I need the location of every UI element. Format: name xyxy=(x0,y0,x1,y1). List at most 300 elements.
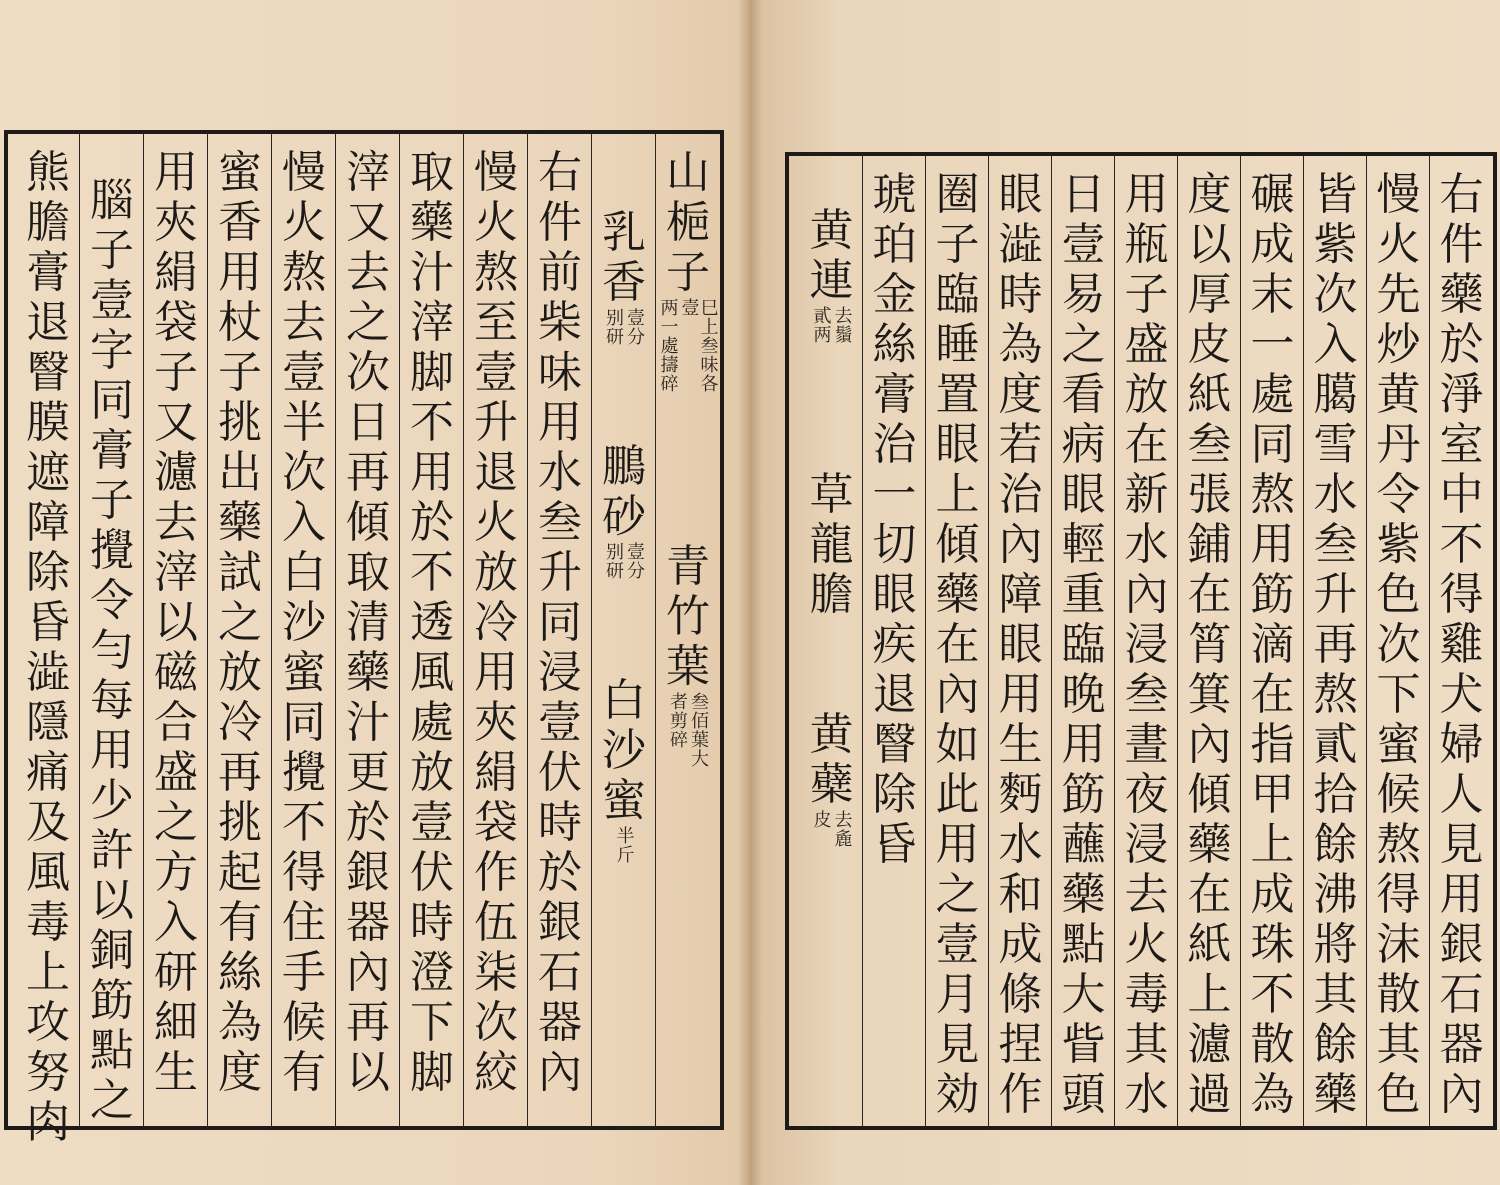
character: 得 xyxy=(1439,569,1484,620)
character: 時 xyxy=(410,897,454,948)
character: 升 xyxy=(1313,569,1358,620)
character: 入 xyxy=(282,497,326,548)
character: 放 xyxy=(218,647,262,698)
note-line: 别研 xyxy=(603,308,624,346)
column-rule xyxy=(271,134,272,1126)
character: 叁 xyxy=(1187,419,1232,470)
character: 合 xyxy=(154,697,198,748)
character: 傾 xyxy=(935,519,980,570)
character: 更 xyxy=(346,747,390,798)
character: 散 xyxy=(1250,1019,1295,1070)
character: 重 xyxy=(1061,569,1106,620)
character: 熬 xyxy=(1376,819,1421,870)
character: 竹 xyxy=(666,591,710,642)
character: 於 xyxy=(346,797,390,848)
character: 叁 xyxy=(1124,669,1169,720)
character: 琥 xyxy=(872,169,917,220)
character: 有 xyxy=(282,1047,326,1098)
character: 挑 xyxy=(218,797,262,848)
note-line: 去麁 xyxy=(831,810,853,848)
character: 銀 xyxy=(538,897,582,948)
character: 梔 xyxy=(666,197,710,248)
character: 風 xyxy=(26,847,70,898)
character: 用 xyxy=(410,447,454,498)
character: 眼 xyxy=(998,619,1043,670)
character: 壹 xyxy=(90,275,134,326)
book-gutter xyxy=(738,0,762,1185)
character: 皆 xyxy=(1313,169,1358,220)
column-rule xyxy=(207,134,208,1126)
column-rule xyxy=(463,134,464,1126)
character: 內 xyxy=(1439,1069,1484,1120)
character: 慢 xyxy=(1376,169,1421,220)
character: 障 xyxy=(998,569,1043,620)
character: 壹 xyxy=(410,797,454,848)
character: 盛 xyxy=(154,747,198,798)
character: 伏 xyxy=(410,847,454,898)
text-column xyxy=(1241,156,1304,1126)
character: 膏 xyxy=(872,369,917,420)
character: 其 xyxy=(1376,1019,1421,1070)
character: 再 xyxy=(218,747,262,798)
character: 水 xyxy=(1124,1069,1169,1120)
character: 器 xyxy=(346,897,390,948)
character: 火 xyxy=(474,197,518,248)
character: 入 xyxy=(1313,319,1358,370)
character: 攻 xyxy=(26,997,70,1048)
character: 少 xyxy=(90,775,134,826)
note-line: 叁佰葉大 xyxy=(688,692,709,768)
character: 炒 xyxy=(1376,319,1421,370)
character: 濾 xyxy=(154,447,198,498)
character: 鵬 xyxy=(602,441,646,492)
text-column xyxy=(1115,156,1178,1126)
note-line: 两一處擣碎 xyxy=(657,298,679,393)
character: 將 xyxy=(1313,919,1358,970)
character: 除 xyxy=(872,769,917,820)
character: 杖 xyxy=(218,297,262,348)
character: 珀 xyxy=(872,219,917,270)
character: 眼 xyxy=(872,569,917,620)
character: 壹 xyxy=(474,347,518,398)
character: 婦 xyxy=(1439,719,1484,770)
text-column xyxy=(144,134,208,1126)
character: 子 xyxy=(1124,269,1169,320)
character: 餘 xyxy=(1313,819,1358,870)
note-line: 壹分 xyxy=(624,542,645,580)
character: 次 xyxy=(1376,619,1421,670)
character: 半 xyxy=(282,397,326,448)
left-page-frame xyxy=(4,130,724,1148)
character: 火 xyxy=(1124,919,1169,970)
character: 度 xyxy=(998,369,1043,420)
character: 中 xyxy=(1439,469,1484,520)
character: 令 xyxy=(90,575,134,626)
character: 不 xyxy=(282,797,326,848)
character: 去 xyxy=(154,497,198,548)
column-rule xyxy=(1051,156,1052,1126)
character: 熬 xyxy=(282,247,326,298)
character: 內 xyxy=(1187,719,1232,770)
text-column xyxy=(656,134,720,1126)
character: 出 xyxy=(218,447,262,498)
note-line: 貳两 xyxy=(810,306,832,344)
character: 山 xyxy=(666,147,710,198)
character: 攪 xyxy=(90,525,134,576)
character: 候 xyxy=(1376,769,1421,820)
character: 盛 xyxy=(1124,319,1169,370)
character: 銅 xyxy=(90,925,134,976)
character: 水 xyxy=(538,447,582,498)
character: 室 xyxy=(1439,419,1484,470)
note-line: 去鬚 xyxy=(831,306,853,344)
character: 膏 xyxy=(26,247,70,298)
character: 蜜 xyxy=(282,647,326,698)
character: 眼 xyxy=(935,419,980,470)
character: 晝 xyxy=(1124,719,1169,770)
character: 以 xyxy=(154,597,198,648)
character: 筲 xyxy=(1187,619,1232,670)
character: 又 xyxy=(346,197,390,248)
character: 升 xyxy=(474,397,518,448)
character: 膜 xyxy=(26,397,70,448)
text-column xyxy=(16,134,80,1148)
column-rule xyxy=(1366,156,1367,1126)
character: 此 xyxy=(935,769,980,820)
character: 晚 xyxy=(1061,669,1106,720)
character: 白 xyxy=(282,547,326,598)
character: 一 xyxy=(1250,319,1295,370)
character: 汁 xyxy=(346,697,390,748)
character: 下 xyxy=(410,997,454,1048)
character: 病 xyxy=(1061,419,1106,470)
character: 蘗 xyxy=(809,759,854,810)
character: 夾 xyxy=(474,697,518,748)
character: 捏 xyxy=(998,1019,1043,1070)
character: 筯 xyxy=(1061,769,1106,820)
character: 袋 xyxy=(474,797,518,848)
character: 條 xyxy=(998,969,1043,1020)
interlinear-note xyxy=(615,826,634,930)
character: 箕 xyxy=(1187,669,1232,720)
character: 除 xyxy=(26,547,70,598)
character: 取 xyxy=(346,547,390,598)
character: 成 xyxy=(998,919,1043,970)
character: 之 xyxy=(218,597,262,648)
character: 其 xyxy=(1124,1019,1169,1070)
text-column xyxy=(863,156,926,1126)
character: 同 xyxy=(282,697,326,748)
character: 退 xyxy=(872,669,917,720)
character: 用 xyxy=(1439,869,1484,920)
character: 在 xyxy=(1187,869,1232,920)
character: 在 xyxy=(1250,669,1295,720)
character: 頭 xyxy=(1061,1069,1106,1120)
character: 不 xyxy=(410,547,454,598)
character: 鋪 xyxy=(1187,519,1232,570)
character: 珠 xyxy=(1250,919,1295,970)
character: 勻 xyxy=(90,625,134,676)
character: 伍 xyxy=(474,897,518,948)
character: 用 xyxy=(1250,519,1295,570)
character: 藥 xyxy=(410,197,454,248)
character: 治 xyxy=(998,469,1043,520)
character: 毒 xyxy=(26,897,70,948)
character: 候 xyxy=(282,997,326,1048)
text-column xyxy=(528,134,592,1126)
column-rule xyxy=(79,134,80,1126)
character: 放 xyxy=(410,747,454,798)
character: 內 xyxy=(346,947,390,998)
character: 用 xyxy=(998,669,1043,720)
character: 在 xyxy=(935,619,980,670)
character: 叁 xyxy=(1313,519,1358,570)
character: 時 xyxy=(998,269,1043,320)
character: 至 xyxy=(474,297,518,348)
character: 再 xyxy=(1313,619,1358,670)
character: 同 xyxy=(538,597,582,648)
character: 攪 xyxy=(282,747,326,798)
character: 澄 xyxy=(410,947,454,998)
character: 以 xyxy=(346,1047,390,1098)
character: 蘸 xyxy=(1061,819,1106,870)
character: 効 xyxy=(935,1069,980,1120)
character: 又 xyxy=(154,397,198,448)
character: 用 xyxy=(474,647,518,698)
character: 指 xyxy=(1250,719,1295,770)
text-column xyxy=(592,134,656,1126)
character: 子 xyxy=(90,475,134,526)
character: 之 xyxy=(154,797,198,848)
character: 生 xyxy=(998,719,1043,770)
text-column xyxy=(272,134,336,1126)
character: 丹 xyxy=(1376,419,1421,470)
character: 藥 xyxy=(935,569,980,620)
character: 風 xyxy=(410,647,454,698)
text-column xyxy=(80,134,144,1126)
character: 汁 xyxy=(410,247,454,298)
character: 試 xyxy=(218,547,262,598)
text-column xyxy=(926,156,989,1126)
character: 熊 xyxy=(26,147,70,198)
column-rule xyxy=(591,134,592,1126)
character: 熬 xyxy=(474,247,518,298)
character: 以 xyxy=(1187,219,1232,270)
character: 香 xyxy=(602,257,646,308)
character: 內 xyxy=(998,519,1043,570)
character: 字 xyxy=(90,325,134,376)
character: 金 xyxy=(872,269,917,320)
character: 絹 xyxy=(154,247,198,298)
character: 藥 xyxy=(1061,869,1106,920)
column-rule xyxy=(1177,156,1178,1126)
interlinear-note xyxy=(668,692,708,796)
character: 度 xyxy=(218,1047,262,1098)
character: 子 xyxy=(218,347,262,398)
character: 肉 xyxy=(26,1097,70,1148)
character: 眥 xyxy=(1061,1019,1106,1070)
character: 腦 xyxy=(90,175,134,226)
character: 起 xyxy=(218,847,262,898)
character: 研 xyxy=(154,947,198,998)
character: 絲 xyxy=(872,319,917,370)
character: 石 xyxy=(1439,969,1484,1020)
character: 入 xyxy=(154,897,198,948)
character: 雪 xyxy=(1313,419,1358,470)
text-column xyxy=(989,156,1052,1126)
character: 乳 xyxy=(602,207,646,258)
interlinear-note xyxy=(812,306,852,410)
character: 眼 xyxy=(998,169,1043,220)
character: 治 xyxy=(872,419,917,470)
note-line: 别研 xyxy=(603,542,624,580)
character: 同 xyxy=(1250,419,1295,470)
character: 散 xyxy=(1376,969,1421,1020)
character: 冷 xyxy=(474,597,518,648)
character: 子 xyxy=(666,247,710,298)
character: 雞 xyxy=(1439,619,1484,670)
character: 末 xyxy=(1250,269,1295,320)
character: 再 xyxy=(346,447,390,498)
character: 之 xyxy=(346,297,390,348)
character: 睡 xyxy=(935,319,980,370)
note-line: 皮 xyxy=(810,810,832,829)
character: 夾 xyxy=(154,197,198,248)
interlinear-note xyxy=(812,810,852,914)
character: 皮 xyxy=(1187,319,1232,370)
column-rule xyxy=(655,134,656,1126)
character: 叁 xyxy=(538,497,582,548)
character: 用 xyxy=(935,819,980,870)
character: 脚 xyxy=(410,347,454,398)
character: 次 xyxy=(474,997,518,1048)
character: 若 xyxy=(998,419,1043,470)
character: 住 xyxy=(282,897,326,948)
character: 不 xyxy=(1250,969,1295,1020)
character: 浸 xyxy=(1124,819,1169,870)
character: 透 xyxy=(410,597,454,648)
character: 袋 xyxy=(154,297,198,348)
character: 看 xyxy=(1061,369,1106,420)
character: 放 xyxy=(1124,369,1169,420)
character: 為 xyxy=(1250,1069,1295,1120)
character: 成 xyxy=(1250,869,1295,920)
character: 器 xyxy=(1439,1019,1484,1070)
character: 子 xyxy=(90,225,134,276)
character: 藥 xyxy=(346,647,390,698)
character: 隱 xyxy=(26,697,70,748)
character: 柒 xyxy=(474,947,518,998)
character: 厚 xyxy=(1187,269,1232,320)
text-column xyxy=(400,134,464,1126)
character: 件 xyxy=(1439,219,1484,270)
character: 時 xyxy=(538,797,582,848)
character: 障 xyxy=(26,497,70,548)
character: 次 xyxy=(346,347,390,398)
character: 子 xyxy=(154,347,198,398)
character: 人 xyxy=(1439,769,1484,820)
character: 上 xyxy=(26,947,70,998)
text-column xyxy=(1052,156,1115,1126)
character: 新 xyxy=(1124,469,1169,520)
character: 得 xyxy=(282,847,326,898)
character: 升 xyxy=(538,547,582,598)
character: 藥 xyxy=(218,497,262,548)
column-rule xyxy=(1303,156,1304,1126)
character: 遮 xyxy=(26,447,70,498)
right-page-frame xyxy=(785,152,1497,1130)
character: 再 xyxy=(346,997,390,1048)
character: 臈 xyxy=(1313,369,1358,420)
character: 之 xyxy=(935,869,980,920)
character: 眼 xyxy=(1061,469,1106,520)
character: 水 xyxy=(998,819,1043,870)
character: 絹 xyxy=(474,747,518,798)
character: 去 xyxy=(282,297,326,348)
character: 色 xyxy=(1376,1069,1421,1120)
text-column xyxy=(1430,156,1493,1126)
interlinear-note xyxy=(604,542,644,646)
character: 圈 xyxy=(935,169,980,220)
character: 為 xyxy=(998,319,1043,370)
character: 銀 xyxy=(1439,919,1484,970)
character: 見 xyxy=(935,1019,980,1070)
character: 傾 xyxy=(1187,769,1232,820)
character: 不 xyxy=(1439,519,1484,570)
character: 銀 xyxy=(346,847,390,898)
character: 沫 xyxy=(1376,919,1421,970)
character: 藥 xyxy=(1439,269,1484,320)
character: 在 xyxy=(1187,569,1232,620)
character: 清 xyxy=(346,597,390,648)
character: 脚 xyxy=(410,1047,454,1098)
character: 火 xyxy=(474,497,518,548)
character: 令 xyxy=(1376,469,1421,520)
column-rule xyxy=(527,134,528,1126)
character: 處 xyxy=(410,697,454,748)
column-rule xyxy=(1240,156,1241,1126)
character: 去 xyxy=(346,247,390,298)
character: 蜜 xyxy=(602,775,646,826)
text-column xyxy=(1178,156,1241,1126)
character: 臨 xyxy=(935,269,980,320)
character: 次 xyxy=(1313,269,1358,320)
character: 藥 xyxy=(1187,819,1232,870)
character: 用 xyxy=(1124,169,1169,220)
character: 冷 xyxy=(218,697,262,748)
character: 白 xyxy=(602,675,646,726)
character: 紙 xyxy=(1187,919,1232,970)
character: 過 xyxy=(1187,1069,1232,1120)
character: 成 xyxy=(1250,219,1295,270)
character: 伏 xyxy=(538,747,582,798)
character: 滓 xyxy=(410,297,454,348)
character: 處 xyxy=(1250,369,1295,420)
character: 有 xyxy=(218,897,262,948)
character: 滓 xyxy=(346,147,390,198)
character: 作 xyxy=(998,1069,1043,1120)
character: 生 xyxy=(154,1047,198,1098)
character: 味 xyxy=(538,347,582,398)
character: 內 xyxy=(935,669,980,720)
character: 黄 xyxy=(1376,369,1421,420)
character: 置 xyxy=(935,369,980,420)
character: 用 xyxy=(218,247,262,298)
character: 藥 xyxy=(1313,1069,1358,1120)
character: 用 xyxy=(1061,719,1106,770)
character: 以 xyxy=(90,875,134,926)
character: 草 xyxy=(809,469,854,520)
